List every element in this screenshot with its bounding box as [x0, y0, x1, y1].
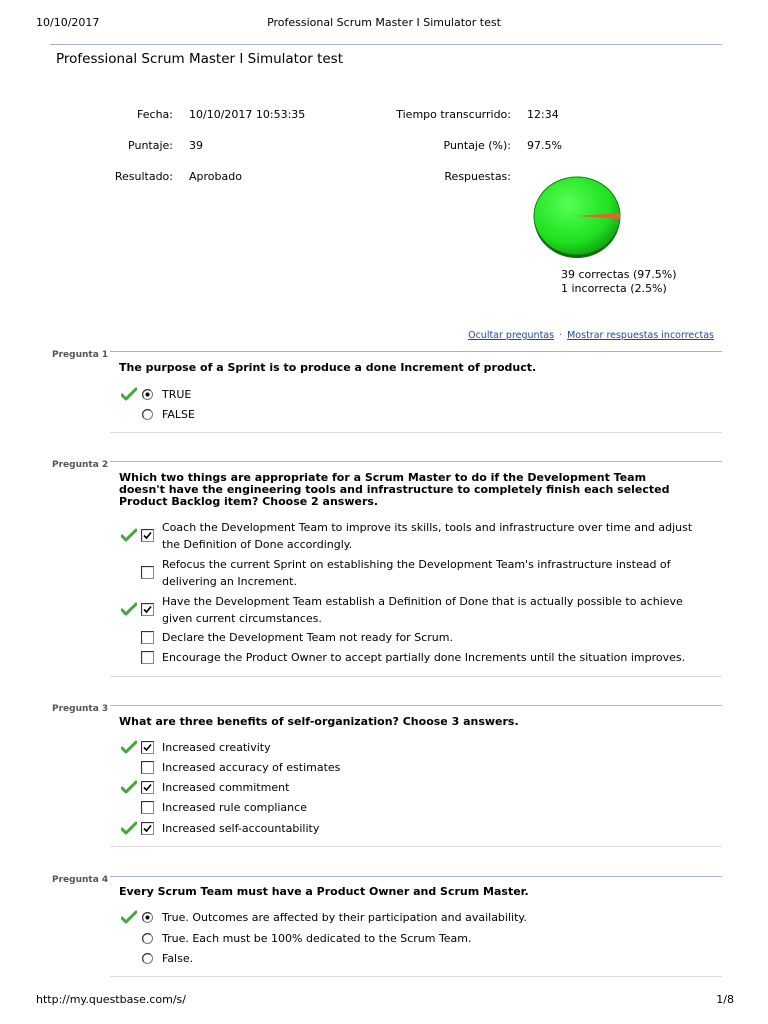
print-header	[0, 10, 768, 30]
checkbox-checked[interactable]	[141, 529, 154, 542]
radio-selected[interactable]	[141, 911, 154, 924]
question-end-divider	[110, 976, 722, 977]
correct-check-icon	[121, 821, 137, 835]
answer-option[interactable]	[0, 739, 768, 757]
checkbox-unchecked[interactable]	[141, 651, 154, 664]
show-incorrect-link[interactable]: Mostrar respuestas incorrectas	[567, 330, 714, 341]
question-number: Pregunta 1	[52, 350, 109, 360]
answer-option[interactable]	[0, 779, 768, 797]
answer-option-label: FALSE	[162, 408, 195, 421]
fecha-label: Fecha:	[137, 108, 173, 121]
correct-check-icon	[121, 387, 137, 401]
answer-option-label: Encourage the Product Owner to accept partially done Increments until the situation improves.	[162, 651, 686, 664]
answer-option[interactable]	[0, 556, 768, 592]
correct-check-icon	[121, 910, 137, 924]
question-number: Pregunta 4	[52, 875, 109, 885]
answer-option[interactable]	[0, 406, 768, 424]
answer-option[interactable]	[0, 950, 768, 968]
question-divider	[110, 461, 722, 462]
question-number: Pregunta 3	[52, 704, 109, 714]
question-divider	[110, 876, 722, 877]
legend-incorrect: 1 incorrecta (2.5%)	[561, 282, 667, 295]
question-divider	[110, 705, 722, 706]
answer-option[interactable]	[0, 909, 768, 927]
legend-correct: 39 correctas (97.5%)	[561, 268, 677, 281]
question-end-divider	[110, 676, 722, 677]
checkbox-unchecked[interactable]	[141, 631, 154, 644]
checkbox-unchecked[interactable]	[141, 566, 154, 579]
page-title: Professional Scrum Master I Simulator test	[56, 51, 344, 67]
print-page-number: 1/8	[716, 993, 734, 1006]
checkbox-unchecked[interactable]	[141, 761, 154, 774]
title-divider	[50, 44, 722, 45]
answer-option-label: Increased self-accountability	[162, 822, 320, 835]
answer-option-label: False.	[162, 952, 194, 965]
puntaje-pct-value: 97.5%	[527, 139, 562, 152]
correct-check-icon	[121, 780, 137, 794]
question-text: The purpose of a Sprint is to produce a done Increment of product.	[119, 361, 537, 374]
resultado-value: Aprobado	[189, 170, 242, 183]
print-url: http://my.questbase.com/s/	[36, 993, 186, 1006]
question-text: What are three benefits of self-organization? Choose 3 answers.	[119, 715, 519, 728]
question-text: Every Scrum Team must have a Product Owner and Scrum Master.	[119, 885, 529, 898]
puntaje-pct-label: Puntaje (%):	[443, 139, 511, 152]
puntaje-value: 39	[189, 139, 203, 152]
correct-check-icon	[121, 740, 137, 754]
answers-pie-chart	[531, 174, 624, 259]
answer-option[interactable]	[0, 930, 768, 948]
links-separator: ·	[559, 330, 563, 341]
answer-option-label: True. Each must be 100% dedicated to the Scrum Team.	[162, 932, 472, 945]
print-title: Professional Scrum Master I Simulator test	[267, 16, 501, 29]
answer-option-label: Increased commitment	[162, 781, 290, 794]
answer-option-label: Increased accuracy of estimates	[162, 761, 341, 774]
respuestas-label: Respuestas:	[444, 170, 511, 183]
puntaje-label: Puntaje:	[128, 139, 173, 152]
answer-option[interactable]	[0, 820, 768, 838]
radio-unselected[interactable]	[141, 408, 154, 421]
checkbox-unchecked[interactable]	[141, 801, 154, 814]
answer-option-label: Increased rule compliance	[162, 801, 307, 814]
answer-option-label: Coach the Development Team to improve its skills, tools and infrastructure over time and adjust the Definition of Done accordingly.	[162, 521, 693, 551]
answer-option-label: TRUE	[162, 388, 192, 401]
question-links	[0, 330, 714, 341]
answer-option[interactable]	[0, 593, 768, 629]
radio-unselected[interactable]	[141, 952, 154, 965]
fecha-value: 10/10/2017 10:53:35	[189, 108, 306, 121]
answer-option-label: Declare the Development Team not ready for Scrum.	[162, 631, 453, 644]
hide-questions-link[interactable]: Ocultar preguntas	[468, 330, 555, 341]
question-number: Pregunta 2	[52, 460, 109, 470]
answer-option-label: Have the Development Team establish a Definition of Done that is actually possible to achieve given current circumstances.	[162, 595, 683, 625]
answer-option-label: Increased creativity	[162, 741, 271, 754]
radio-selected[interactable]	[141, 388, 154, 401]
answer-option[interactable]	[0, 759, 768, 777]
resultado-label: Resultado:	[114, 170, 173, 183]
question-divider	[110, 351, 722, 352]
pie-legend	[561, 268, 677, 296]
radio-unselected[interactable]	[141, 932, 154, 945]
question-end-divider	[110, 846, 722, 847]
checkbox-checked[interactable]	[141, 741, 154, 754]
checkbox-checked[interactable]	[141, 603, 154, 616]
question-text: Which two things are appropriate for a Scrum Master to do if the Development Team doesn't have the engineering tools and infrastructure to completely finish each selected Product Backlog item? Choose 2 answers.	[119, 471, 670, 508]
tiempo-value: 12:34	[527, 108, 559, 121]
checkbox-checked[interactable]	[141, 822, 154, 835]
answer-option-label: Refocus the current Sprint on establishing the Development Team's infrastructure instead of delivering an Increment.	[162, 558, 671, 588]
answer-option[interactable]	[0, 799, 768, 817]
answer-option[interactable]	[0, 519, 768, 555]
answer-option[interactable]	[0, 629, 768, 647]
checkbox-checked[interactable]	[141, 781, 154, 794]
tiempo-label: Tiempo transcurrido:	[396, 108, 511, 121]
answer-option-label: True. Outcomes are affected by their participation and availability.	[162, 911, 527, 924]
answer-option[interactable]	[0, 386, 768, 404]
answer-option[interactable]	[0, 649, 768, 667]
question-end-divider	[110, 432, 722, 433]
print-date: 10/10/2017	[36, 16, 100, 29]
correct-check-icon	[121, 528, 137, 542]
correct-check-icon	[121, 602, 137, 616]
